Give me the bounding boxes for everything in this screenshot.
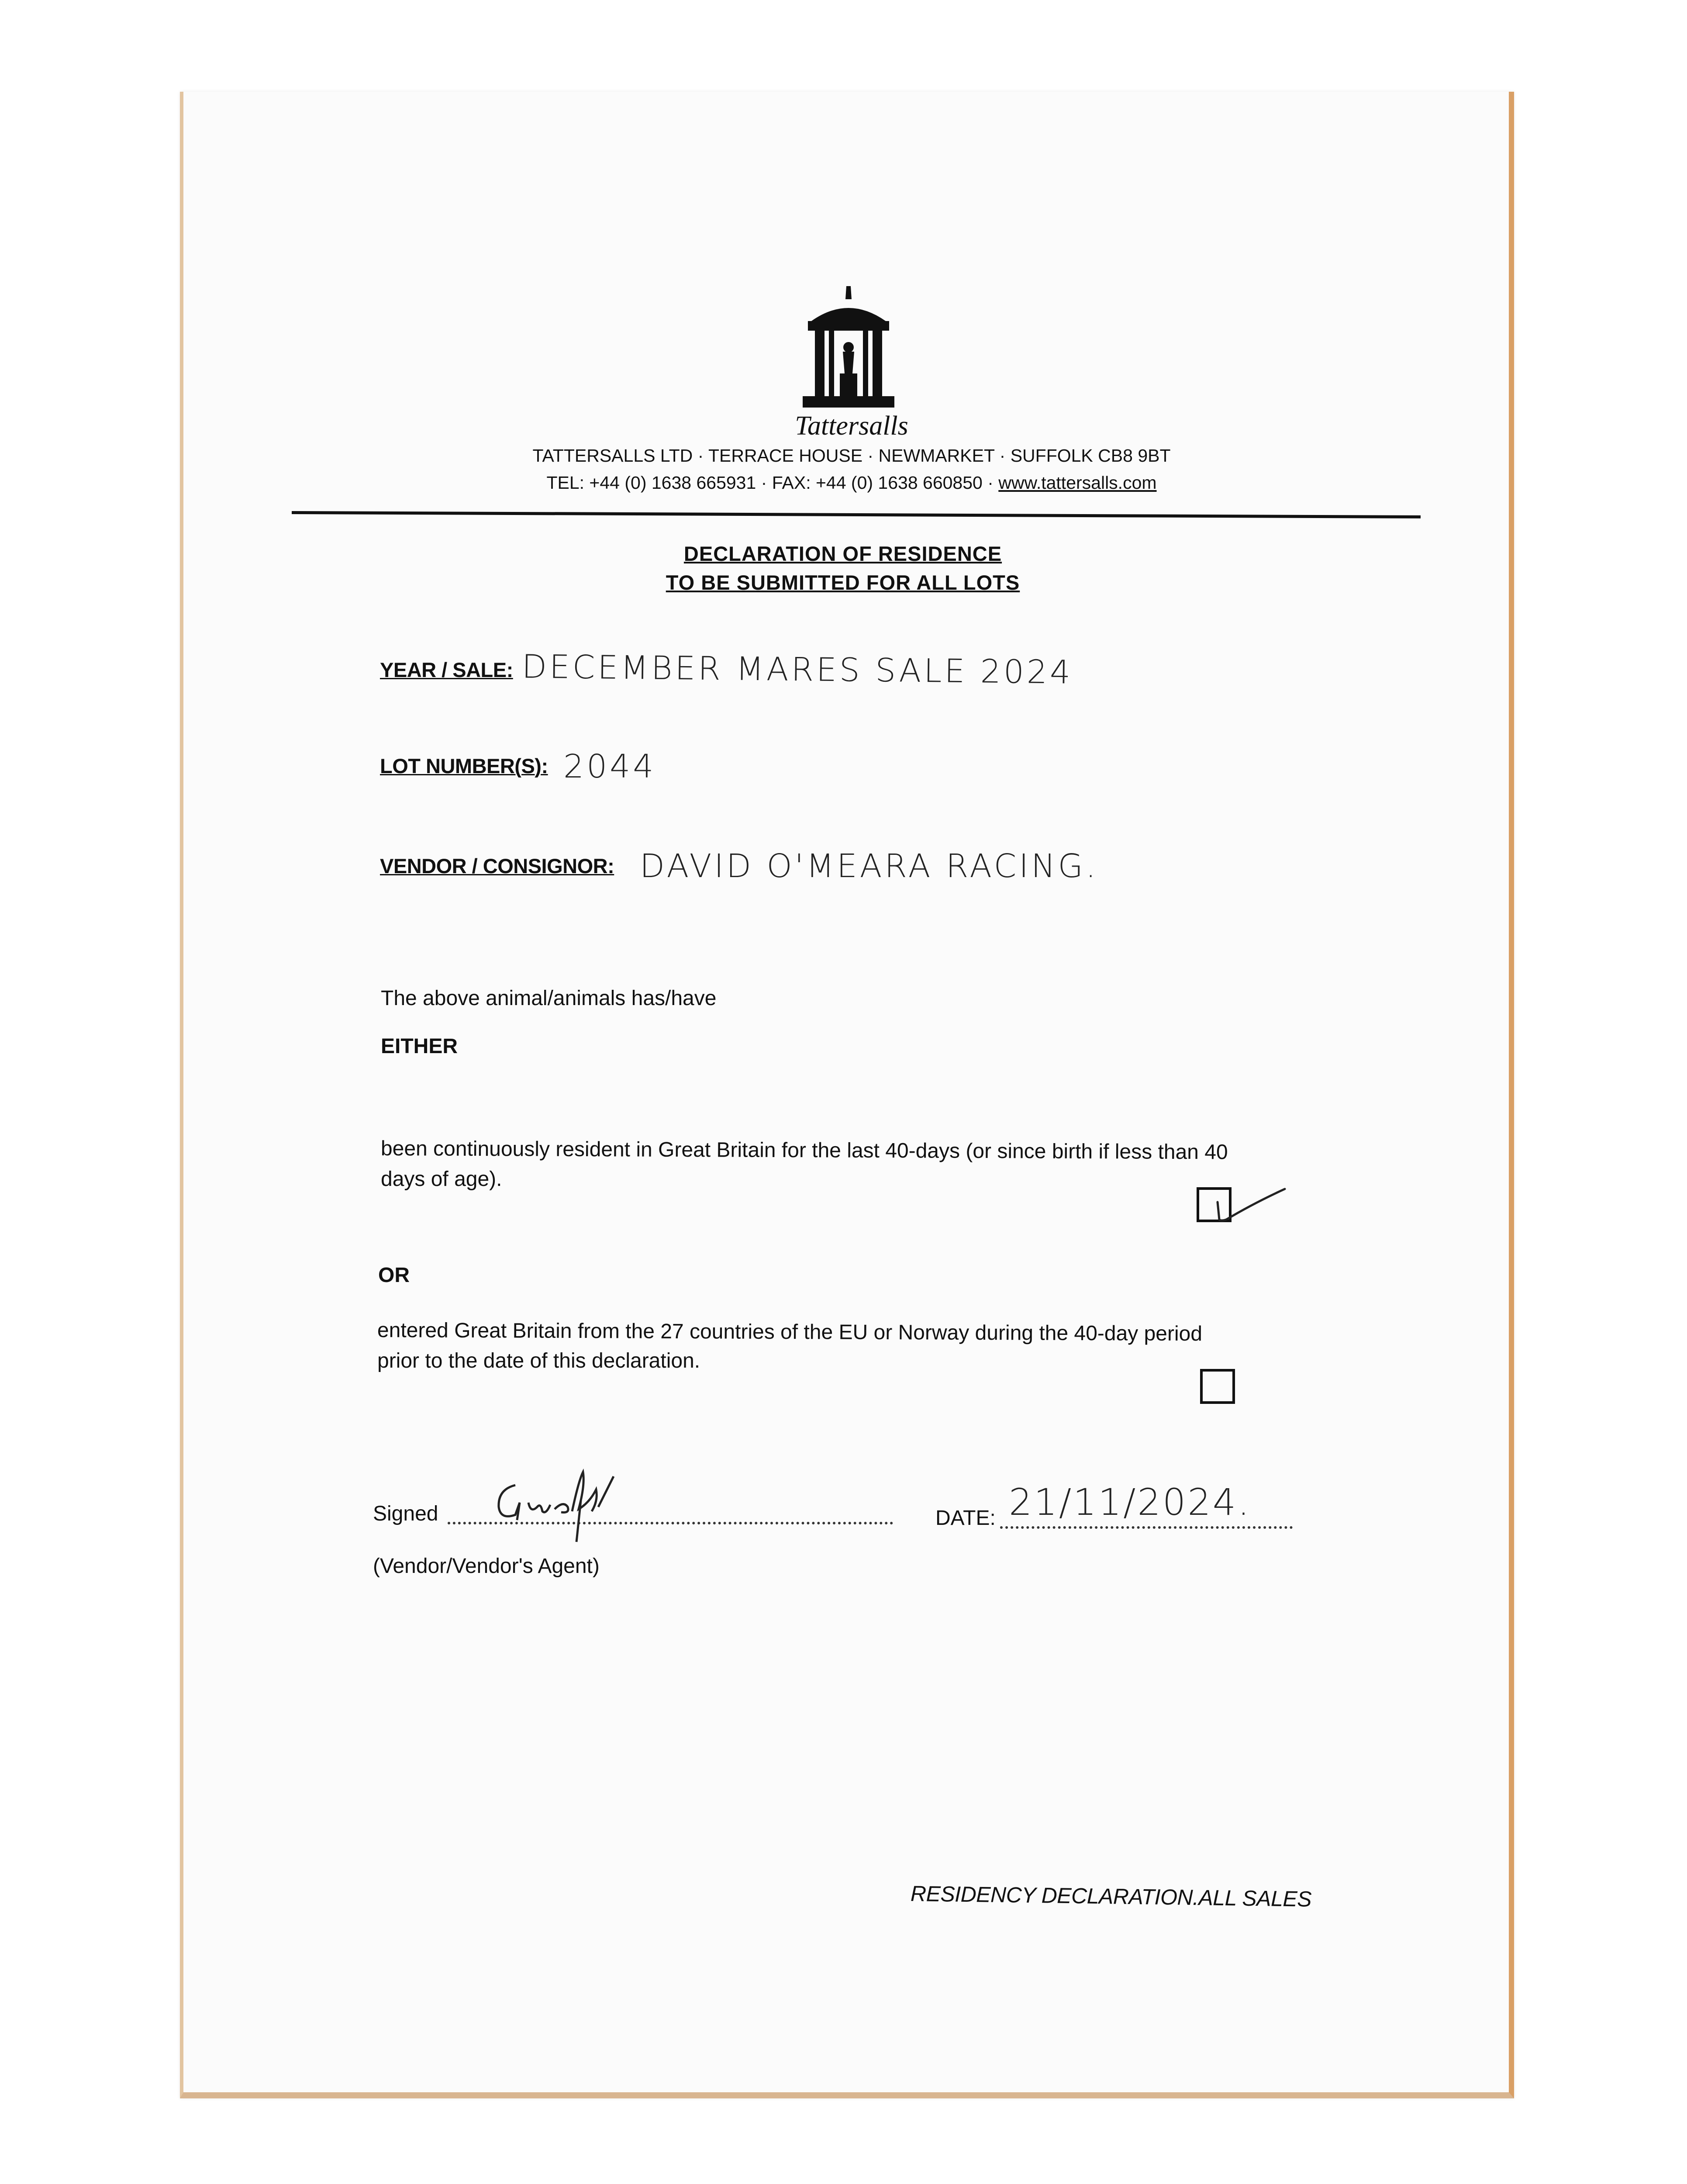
vendor-label: VENDOR / CONSIGNOR: [380,854,614,878]
brand-name: Tattersalls [795,411,908,441]
either-label: EITHER [381,1035,458,1058]
year-sale-label: YEAR / SALE: [380,658,513,681]
option2-line2: prior to the date of this declaration. [377,1349,700,1372]
contact-text: TEL: +44 (0) 1638 665931 · FAX: +44 (0) 1638 660850 · [546,473,999,493]
checkmark-icon [1205,1179,1288,1227]
footer-text: RESIDENCY DECLARATION.ALL SALES [910,1881,1312,1911]
option2-line1: entered Great Britain from the 27 countries of the EU or Norway during the 40-day period [377,1319,1203,1346]
statement-intro: The above animal/animals has/have [381,987,717,1010]
lot-number-label: LOT NUMBER(S): [380,754,548,778]
handwritten-signature[interactable] [489,1459,633,1555]
option2-checkbox[interactable] [1200,1369,1235,1404]
signed-label: Signed [373,1502,438,1525]
lot-number-value[interactable]: 2044 [563,748,656,785]
date-label: DATE: [935,1507,996,1530]
address-line: TATTERSALLS LTD · TERRACE HOUSE · NEWMARKET · SUFFOLK CB8 9BT [532,446,1171,466]
option1-line2: days of age). [381,1168,502,1191]
title-line-2: TO BE SUBMITTED FOR ALL LOTS [666,571,1020,594]
date-value[interactable]: 21/11/2024. [1009,1481,1251,1524]
vendor-value[interactable]: DAVID O'MEARA RACING. [640,847,1099,885]
website-link[interactable]: www.tattersalls.com [998,473,1157,493]
year-sale-value[interactable]: DECEMBER MARES SALE 2024 [521,648,1073,691]
date-line [1000,1526,1293,1529]
tattersalls-rotunda-logo-icon [803,286,894,413]
signed-role: (Vendor/Vendor's Agent) [373,1555,600,1578]
contact-line [437,473,1266,493]
title-line-1: DECLARATION OF RESIDENCE [683,542,1002,565]
or-label: OR [378,1264,410,1287]
option1-line1: been continuously resident in Great Britain for the last 40-days (or since birth if less than 40 [380,1137,1228,1164]
